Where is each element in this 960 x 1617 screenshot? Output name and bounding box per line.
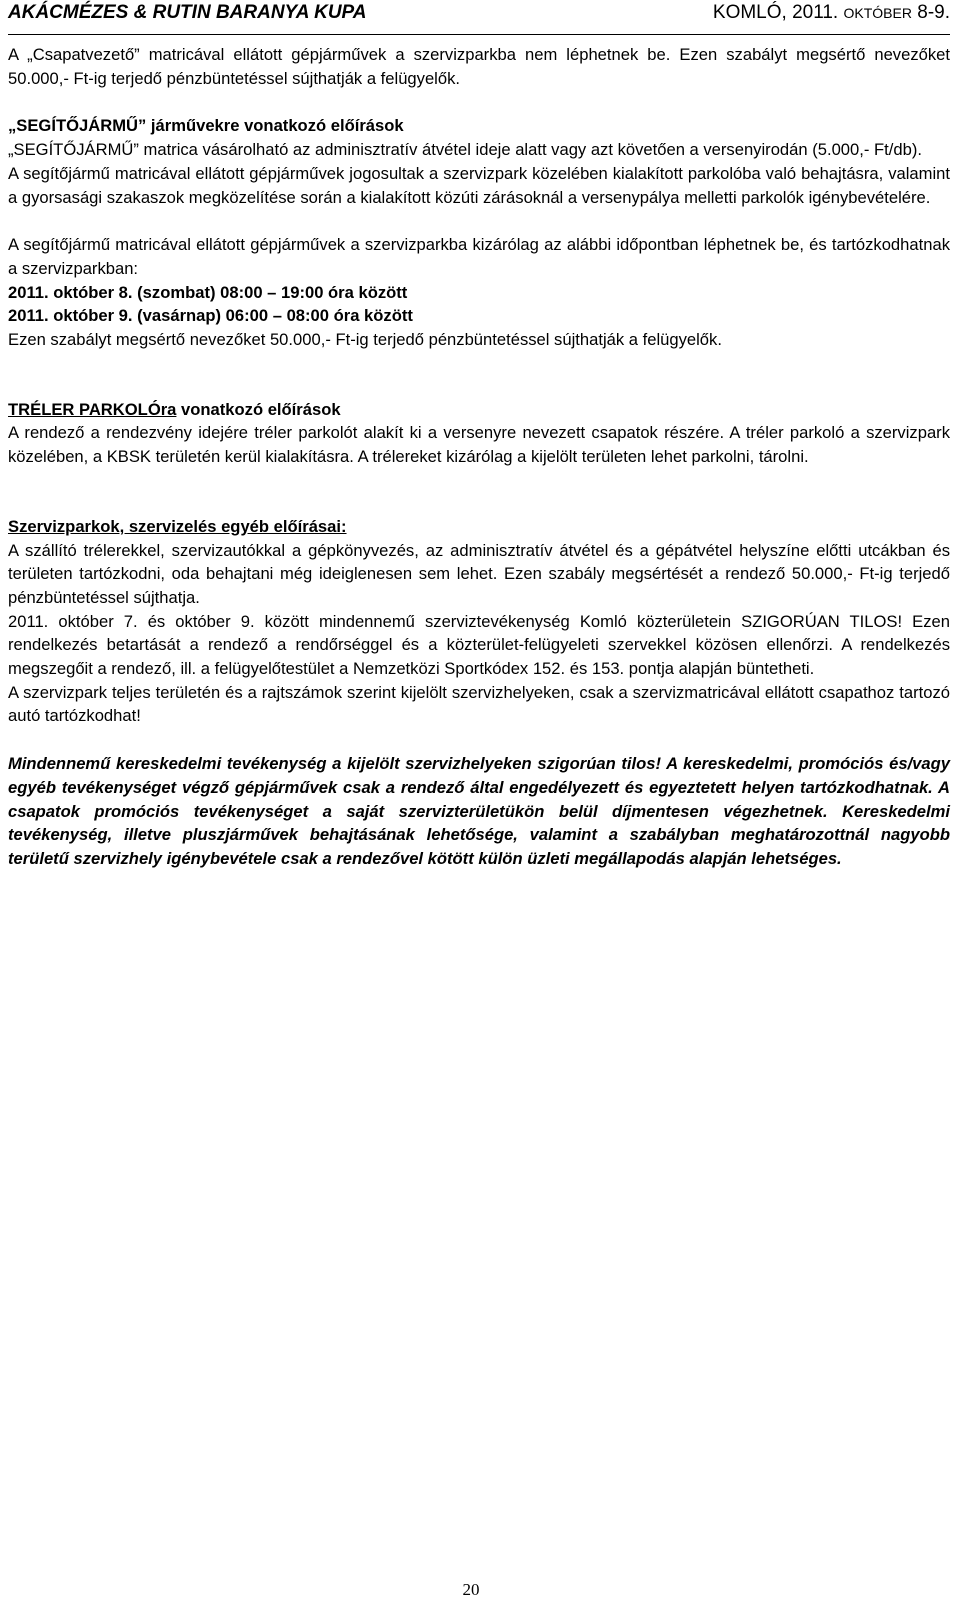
time-slot-1-hours: (szombat) 08:00 – 19:00 óra között: [132, 282, 408, 302]
time-slot-1-date: 2011. október 8.: [8, 282, 133, 302]
helper-purchase-paragraph: „SEGÍTŐJÁRMŰ” matrica vásárolható az adminisztratív átvétel ideje alatt vagy azt követően a versenyirodán (5.000,- Ft/db).: [8, 140, 922, 160]
event-location-date: [713, 2, 950, 24]
trailer-heading-rest: vonatkozó előírások: [176, 399, 341, 419]
service-rule-paragraph-2: 2011. október 7. és október 9. között mindennemű szerviztevékenység Komló közterületein SZIGORÚAN TILOS! Ezen rendelkezés betartását a rendező a rendőrséggel és a közterület-felügyeleti szervekkel közösen ellenőrzi. A rendelkezés megszegőit a rendező, ill. a felügyelőtestület a Nemzetközi Sportkódex 152. és 153. pontja alapján büntetheti.: [8, 611, 950, 679]
location-date-days: 8-9.: [911, 2, 950, 23]
commercial-activity-paragraph: Mindennemű kereskedelmi tevékenység a kijelölt szervizhelyeken szigorúan tilos! A kereskedelmi, promóciós és/vagy egyéb tevékenységet végző gépjárművek csak a rendező által engedélyezett és egyeztetett helyen tartózkodhatnak. A csapatok promóciós tevékenységet a saját szervizterületükön belül díjmentesen végezhetnek. Kereskedelmi tevékenység, illetve pluszjárművek behajtásának lehetősége, valamint a szabályban meghatározottnál nagyobb területű szervizhely igénybevétele csak a rendezővel kötött külön üzleti megállapodás alapján lehetséges.: [8, 754, 950, 868]
captain-rule-paragraph: A „Csapatvezető” matricával ellátott gépjárművek a szervizparkba nem léphetnek be. Ezen szabályt megsértő nevezőket 50.000,- Ft-ig terjedő pénzbüntetéssel sújthatják a felügyelők.: [8, 45, 950, 88]
helper-penalty-paragraph: Ezen szabályt megsértő nevezőket 50.000,- Ft-ig terjedő pénzbüntetéssel sújthatják a felügyelők.: [8, 330, 722, 350]
service-rule-paragraph-3: A szervizpark teljes területén és a rajtszámok szerint kijelölt szervizhelyeken, csak a szervizmatricával ellátott csapathoz tartozó autó tartózkodhat!: [8, 682, 950, 726]
location-date-month: OKTÓBER: [843, 5, 912, 21]
trailer-parking-heading: [8, 398, 950, 422]
service-park-heading: Szervizparkok, szervizelés egyéb előírásai:: [8, 516, 347, 536]
helper-rights-paragraph: A segítőjármű matricával ellátott gépjárművek jogosultak a szervizpark közelében kialakított parkolóba való behajtásra, valamint a gyorsasági szakaszok megközelítése során a kialakított közúti zárásoknál a versenypálya melletti parkolók igénybevételére.: [8, 163, 950, 207]
time-slot-2-hours: (vasárnap) 06:00 – 08:00 óra között: [132, 306, 413, 326]
trailer-parking-paragraph: A rendező a rendezvény idejére tréler parkolót alakít ki a versenyre nevezett csapatok részére. A tréler parkoló a szervizpark közelében, a KBSK területén kerül kialakításra. A trélereket kizárólag a kijelölt területen lehet parkolni, tárolni.: [8, 423, 950, 467]
page-number: 20: [462, 1580, 480, 1599]
trailer-heading-underlined: TRÉLER PARKOLÓra: [8, 399, 177, 419]
event-title: AKÁCMÉZES & RUTIN BARANYA KUPA: [8, 2, 367, 23]
helper-time-slot-1: [8, 281, 950, 305]
time-slot-2-date: 2011. október 9.: [8, 306, 133, 326]
document-page: [8, 0, 950, 871]
location-date-main: KOMLÓ, 2011.: [712, 2, 844, 23]
page-header: [8, 0, 950, 35]
helper-access-intro: A segítőjármű matricával ellátott gépjárművek a szervizparkba kizárólag az alábbi időpontban léphetnek be, és tartózkodhatnak a szervizparkban:: [8, 235, 950, 278]
helper-vehicle-heading: „SEGÍTŐJÁRMŰ” járművekre vonatkozó előírások: [8, 116, 404, 136]
service-rule-paragraph-1: A szállító trélerekkel, szervizautókkal a gépkönyvezés, az adminisztratív átvétel és a gépátvétel helyszíne előtti utcákban és területen tartózkodni, oda behajtani még ideiglenesen sem lehet. Ezen szabály megsértését a rendező 50.000,- Ft-ig terjedő pénzbüntetéssel sújthatja.: [8, 540, 950, 607]
helper-time-slot-2: [8, 304, 950, 328]
